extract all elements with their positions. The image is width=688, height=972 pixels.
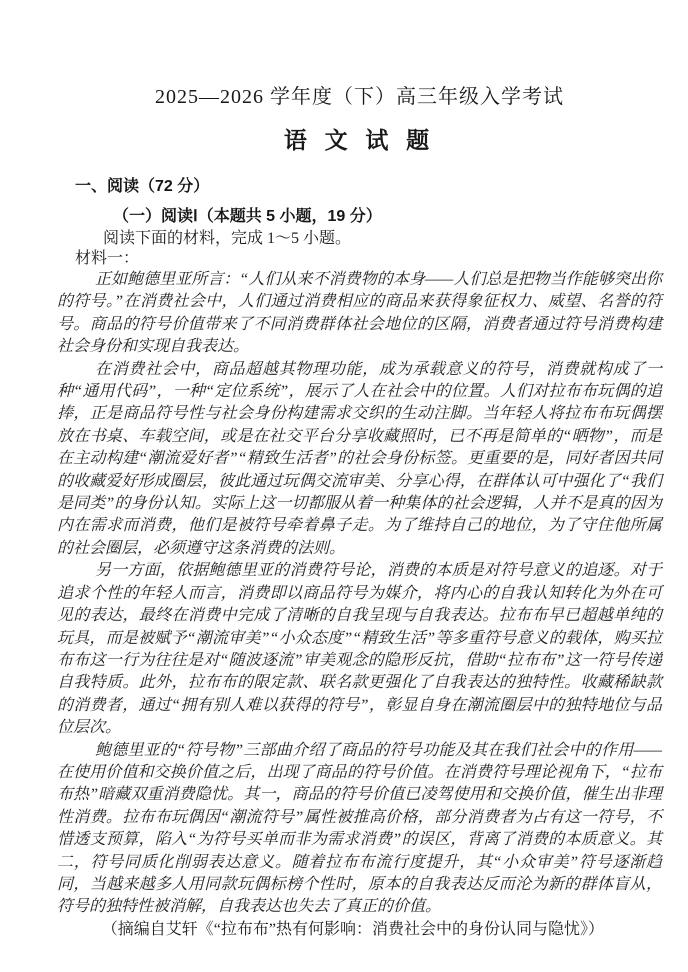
section-one-heading: 一、阅读（72 分） (75, 178, 210, 195)
material-one-paragraph-1: 正如鲍德里亚所言：“人们从来不消费物的本身——人们总是把物当作能够突出你的符号。”在消费社会中，人们通过消费相应的商品来获得象征权力、威望、名誉的符号。商品的符号价值带来了不同消费群体社会地位的区隔，消费者通过符号消费构建社会身份和实现自我表达。 (57, 271, 662, 356)
material-one-paragraph-3: 另一方面，依据鲍德里亚的消费符号论，消费的本质是对符号意义的追逐。对于追求个性的年轻人而言，消费即以商品符号为媒介，将内心的自我认知转化为外在可见的表达，最终在消费中完成了清晰的自我呈现与自我表达。拉布布早已超越单纯的玩具，而是被赋予“潮流审美”“小众态度”“精致生活”等多重符号意义的载体，购买拉布布这一行为往往是对“随波逐流”审美观念的隐形反抗，借助“拉布布”这一符号传递自我特质。此外，拉布布的限定款、联名款更强化了自我表达的独特性。收藏稀缺款的消费者，通过“拥有别人难以获得的符号”，彰显自身在潮流圈层中的独特地位与品位层次。 (57, 562, 662, 737)
source-attribution: （摘编自艾轩《“拉布布”热有何影响：消费社会中的身份认同与隐忧》） (101, 920, 604, 938)
material-one-paragraph-4: 鲍德里亚的“符号物”三部曲介绍了商品的符号功能及其在我们社会中的作用——在使用价值和交换价值之后，出现了商品的符号价值。在消费符号理论视角下，“拉布布热”暗藏双重消费隐忧。其一，商品的符号价值已凌驾使用和交换价值，催生出非理性消费。拉布布玩偶因“潮流符号”属性被推高价格，部分消费者为占有这一符号，不惜透支预算，陷入“为符号买单而非为需求消费”的误区，背离了消费的本质意义。其二，符号同质化削弱表达意义。随着拉布布流行度提升，其“小众审美”符号逐渐趋同，当越来越多人用同款玩偶标榜个性时，原本的自我表达反而沦为新的群体盲从，符号的独特性被消解，自我表达也失去了真正的价值。 (57, 741, 662, 916)
page-content (57, 0, 662, 941)
reading-one-subheading: （一）阅读Ⅰ（本题共 5 小题，19 分） (113, 208, 382, 225)
material-one-paragraph-2: 在消费社会中，商品超越其物理功能，成为承载意义的符号，消费就构成了一种“通用代码”，一种“定位系统”，展示了人在社会中的位置。人们对拉布布玩偶的追捧，正是商品符号性与社会身份构建需求交织的生动注脚。当年轻人将拉布布玩偶摆放在书桌、车载空间，或是在社交平台分享收藏照时，已不再是简单的“晒物”，而是在主动构建“潮流爱好者”“精致生活者”的社会身份标签。更重要的是，同好者因共同的收藏爱好形成圈层，彼此通过玩偶交流审美、分享心得，在群体认可中强化了“我们是同类”的身份认知。实际上这一切都服从着一种集体的社会逻辑，人并不是真的因为内在需求而消费，他们是被符号牵着鼻子走。为了维持自己的地位，为了守住他所属的社会圈层，必须遵守这条消费的法则。 (57, 360, 662, 557)
material-one-label: 材料一： (75, 250, 140, 267)
reading-instruction: 阅读下面的材料，完成 1～5 小题。 (103, 230, 352, 247)
exam-subject-title: 语 文 试 题 (283, 128, 436, 153)
exam-session-title: 2025—2026 学年度（下）高三年级入学考试 (155, 86, 564, 108)
